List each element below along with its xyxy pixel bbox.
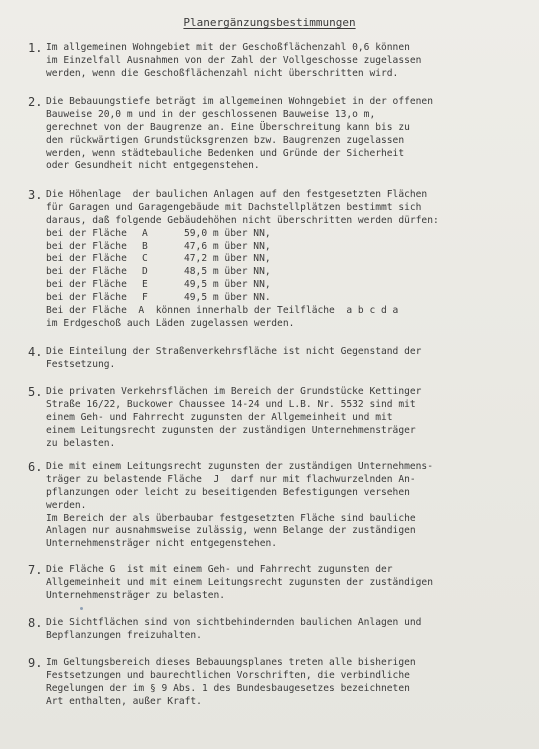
height-row [46, 279, 439, 292]
provision-line: werden. [46, 499, 87, 511]
height-row [46, 241, 439, 254]
provision-line: Anlagen nur ausnahmsweise zulässig, wenn Belange der zuständigen [46, 525, 416, 537]
provision-line: Festsetzung. [46, 358, 116, 370]
provision-line: Bei der Fläche A können innerhalb der Teilfläche a b c d a [46, 305, 399, 317]
height-area: D [142, 266, 148, 278]
provision-line: Art enthalten, außer Kraft. [46, 695, 202, 707]
height-label: bei der Fläche [46, 240, 127, 252]
provision-line: pflanzungen oder leicht zu beseitigenden Befestigungen versehen [46, 486, 410, 498]
provision-line: Regelungen der im § 9 Abs. 1 des Bundesbaugesetzes bezeichneten [46, 682, 410, 694]
document-title-text: Planergänzungsbestimmungen [183, 16, 356, 29]
height-area: A [142, 227, 148, 239]
height-label: bei der Fläche [46, 253, 127, 265]
height-row [46, 253, 439, 266]
height-value: 49,5 m über NN, [184, 279, 271, 291]
document-title [0, 16, 539, 30]
provision-line: zu belasten. [46, 437, 116, 449]
height-label: bei der Fläche [46, 227, 127, 239]
provision-number: 4. [28, 345, 43, 359]
provision-line: Straße 16/22, Buckower Chaussee 14-24 und L.B. Nr. 5532 sind mit [46, 398, 416, 410]
provision-line: Allgemeinheit und mit einem Leitungsrecht zugunsten der zuständigen [46, 576, 433, 588]
provision-line: daraus, daß folgende Gebäudehöhen nicht überschritten werden dürfen: [46, 214, 439, 226]
provision-line: einem Geh- und Fahrrecht zugunsten der Allgemeinheit und mit [46, 411, 393, 423]
provision-line: träger zu belastende Fläche J darf nur mit flachwurzelnden An- [46, 473, 416, 485]
height-value: 47,6 m über NN, [184, 240, 271, 252]
provision-line: Die Bebauungstiefe beträgt im allgemeinen Wohngebiet in der offenen [46, 96, 433, 107]
height-value: 47,2 m über NN, [184, 253, 271, 265]
building-heights-list [46, 228, 439, 305]
provision-line: Die Einteilung der Straßenverkehrsfläche ist nicht Gegenstand der [46, 346, 422, 357]
provision-line: den rückwärtigen Grundstücksgrenzen bzw. Baugrenzen zugelassen [46, 134, 405, 146]
height-value: 59,0 m über NN, [184, 227, 271, 239]
height-area: B [142, 240, 148, 252]
ink-spot-mark [80, 607, 83, 610]
provision-line: im Erdgeschoß auch Läden zugelassen werden. [46, 317, 295, 329]
provision-line: gerechnet von der Baugrenze an. Eine Überschreitung kann bis zu [46, 121, 410, 133]
provision-number: 3. [28, 188, 43, 202]
height-area: F [142, 292, 148, 304]
provision-line: Im Geltungsbereich dieses Bebauungsplanes treten alle bisherigen [46, 657, 416, 668]
provision-line: für Garagen und Garagengebäude mit Dachstellplätzen bestimmt sich [46, 201, 422, 213]
height-value: 49,5 m über NN. [184, 292, 271, 304]
height-row [46, 266, 439, 279]
provision-number: 8. [28, 616, 43, 630]
provision-line: werden, wenn die Geschoßflächenzahl nicht überschritten wird. [46, 67, 399, 79]
provision-number: 6. [28, 460, 43, 474]
provision-line: Die privaten Verkehrsflächen im Bereich der Grundstücke Kettinger [46, 386, 422, 397]
provision-line: Die mit einem Leitungsrecht zugunsten der zuständigen Unternehmens- [46, 461, 433, 472]
provision-number: 7. [28, 563, 43, 577]
height-label: bei der Fläche [46, 266, 127, 278]
provision-line: Im Bereich der als überbaubar festgesetzten Fläche sind bauliche [46, 512, 416, 524]
height-area: E [142, 279, 148, 291]
provision-number: 9. [28, 656, 43, 670]
provision-line: Die Fläche G ist mit einem Geh- und Fahrrecht zugunsten der [46, 564, 393, 575]
height-row [46, 292, 439, 305]
provision-number: 2. [28, 95, 43, 109]
provision-number: 1. [28, 41, 43, 55]
provision-line: Unternehmensträger zu belasten. [46, 589, 226, 601]
provision-line: oder Gesundheit nicht entgegenstehen. [46, 160, 260, 172]
height-area: C [142, 253, 148, 265]
provision-line: Bauweise 20,0 m und in der geschlossenen Bauweise 13,o m, [46, 108, 376, 120]
provision-line: Die Höhenlage der baulichen Anlagen auf den festgesetzten Flächen [46, 189, 428, 200]
provision-line: Die Sichtflächen sind von sichtbehindernden baulichen Anlagen und [46, 617, 422, 628]
provision-line: Im allgemeinen Wohngebiet mit der Geschoßflächenzahl 0,6 können [46, 42, 410, 53]
provision-line: Bepflanzungen freizuhalten. [46, 629, 202, 641]
provision-line: im Einzelfall Ausnahmen von der Zahl der Vollgeschosse zugelassen [46, 54, 422, 66]
height-label: bei der Fläche [46, 279, 127, 291]
provision-line: werden, wenn städtebauliche Bedenken und Gründe der Sicherheit [46, 147, 405, 159]
provision-line: Unternehmensträger nicht entgegenstehen. [46, 538, 278, 550]
provision-number: 5. [28, 385, 43, 399]
height-row [46, 228, 439, 241]
provision-line: einem Leitungsrecht zugunsten der zuständigen Unternehmensträger [46, 424, 416, 436]
height-value: 48,5 m über NN, [184, 266, 271, 278]
provision-line: Festsetzungen und baurechtlichen Vorschriften, die verbindliche [46, 669, 410, 681]
height-label: bei der Fläche [46, 292, 127, 304]
